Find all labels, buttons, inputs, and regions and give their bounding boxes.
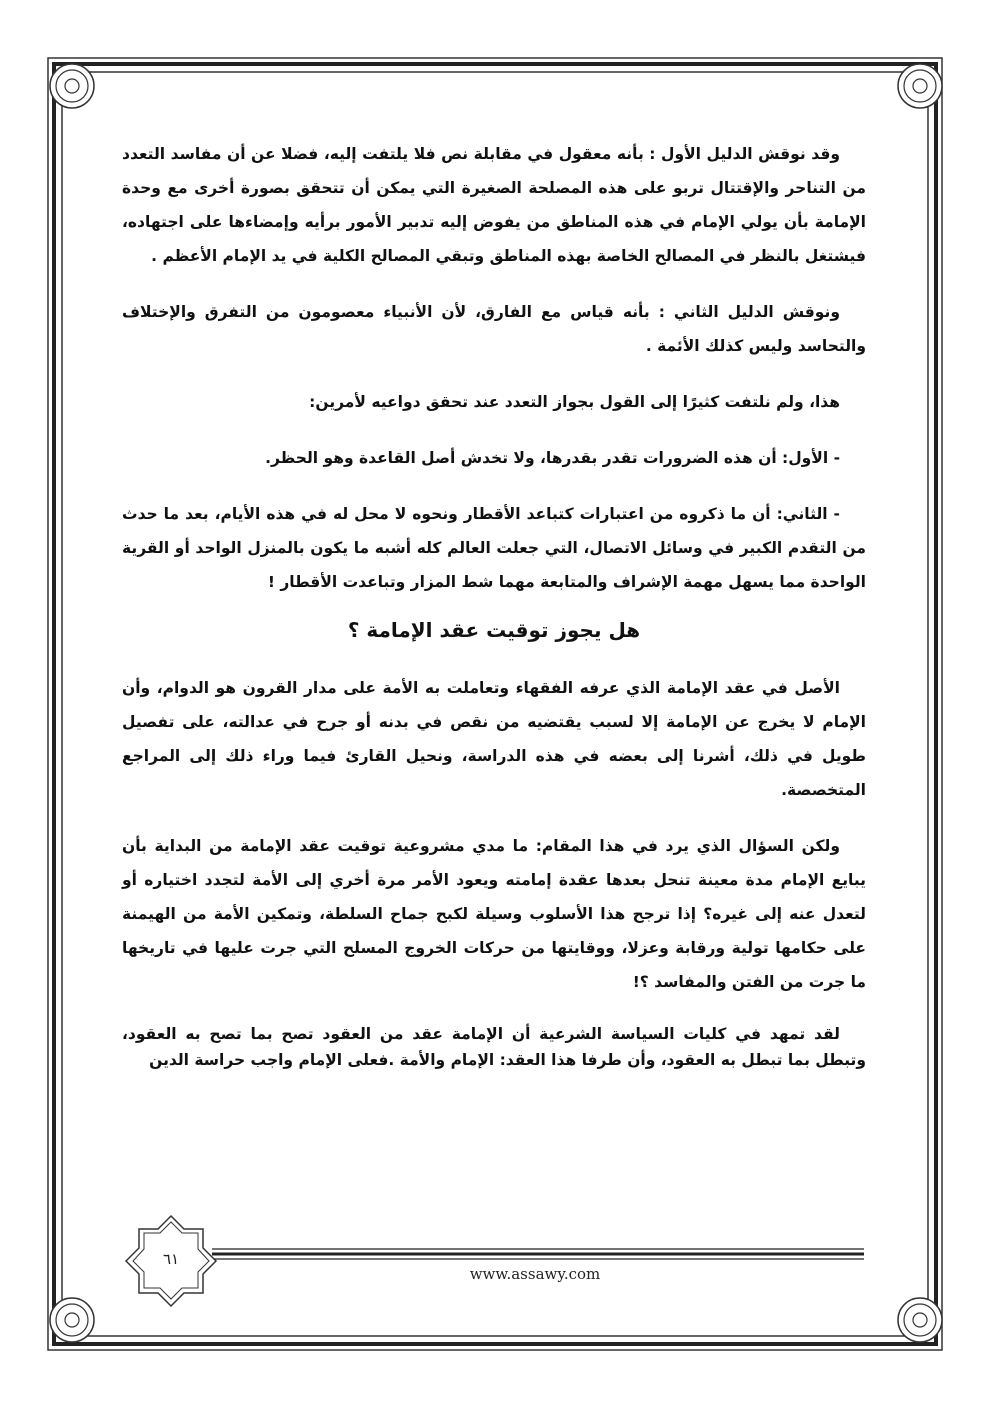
- paragraph-text: - الأول: أن هذه الضرورات تقدر بقدرها، ولا تخدش أصل القاعدة وهو الحظر.: [265, 449, 840, 467]
- paragraph-6: [122, 671, 866, 807]
- paragraph-3: [122, 385, 866, 419]
- paragraph-text: هذا، ولم نلتفت كثيرًا إلى القول بجواز التعدد عند تحقق دواعيه لأمرين:: [309, 393, 840, 411]
- page-number: ٦١: [162, 1250, 180, 1268]
- corner-ornament-top-right: [898, 64, 942, 108]
- paragraph-text: الأصل في عقد الإمامة الذي عرفه الفقهاء وتعاملت به الأمة على مدار القرون هو الدوام، وأن الإمام لا يخرج عن الإمامة إلا لسبب يقتضيه من نقص في بدنه أو جرح في عدالته، على تفصيل طويل في ذلك، أشرنا إلى بعضه في هذه الدراسة، ونحيل القارئ فيما وراء ذلك إلى المراجع المتخصصة.: [122, 679, 866, 799]
- section-heading: هل يجوز توقيت عقد الإمامة ؟: [347, 618, 641, 642]
- paragraph-text: - الثاني: أن ما ذكروه من اعتبارات كتباعد الأقطار ونحوه لا محل له في هذه الأيام، بعد ما حدث من التقدم الكبير في وسائل الاتصال، التي جعلت العالم كله أشبه ما يكون بالمنزل الواحد أو القرية الواحدة مما يسهل مهمة الإشراف والمتابعة مهما شط المزار وتباعدت الأقطار !: [122, 505, 866, 591]
- paragraph-lead: ونوقش الدليل الثاني :: [658, 303, 840, 321]
- page-body: [122, 137, 866, 1137]
- paragraph-text: ولكن السؤال الذي يرد في هذا المقام: ما مدي مشروعية توقيت عقد الإمامة من البداية بأن يبايع الإمام مدة معينة تنحل بعدها عقدة إمامته ويعود الأمر مرة أخري إلى الأمة لتجدد اختياره أو لتعدل عنه إلى غيره؟ إذا ترجح هذا الأسلوب وسيلة لكبح جماح السلطة، وتمكين الأمة من الهيمنة على حكامها تولية ورقابة وعزلا، ووقايتها من حركات الخروج المسلح التي جرت عليها في تاريخها ما جرت من الفتن والمفاسد ؟!: [122, 837, 866, 991]
- corner-ornament-bottom-right: [898, 1298, 942, 1342]
- paragraph-text: بأنه معقول في مقابلة نص فلا يلتفت إليه، فضلا عن أن مفاسد التعدد من التناحر والإقتتال تربو على هذه المصلحة الصغيرة التي يمكن أن تتحقق بصورة أخرى مع وحدة الإمامة بأن يولي الإمام في هذه المناطق من يفوض إليه تدبير الأمور برأيه وإمضاءها على اجتهاده، فيشتغل بالنظر في المصالح الخاصة بهذه المناطق وتبقي المصالح الكلية في يد الإمام الأعظم .: [122, 145, 866, 265]
- paragraph-text: لقد تمهد في كليات السياسة الشرعية أن الإمامة عقد من العقود تصح بما تصح به العقود، وتبطل بما تبطل به العقود، وأن طرفا هذا العقد: الإمام والأمة .فعلى الإمام واجب حراسة الدين: [122, 1025, 866, 1069]
- paragraph-7: [122, 829, 866, 999]
- paragraph-text: بأنه قياس مع الفارق، لأن الأنبياء معصومون من التفرق والإختلاف والتحاسد وليس كذلك الأئمة .: [122, 303, 866, 355]
- paragraph-5: [122, 497, 866, 599]
- corner-ornament-top-left: [50, 64, 94, 108]
- footer-rule: [212, 1249, 864, 1259]
- paragraph-8: [122, 1021, 866, 1073]
- paragraph-lead: وقد نوقش الدليل الأول :: [649, 145, 840, 163]
- corner-ornament-bottom-left: [50, 1298, 94, 1342]
- footer-url: www.assawy.com: [469, 1265, 601, 1283]
- paragraph-2: [122, 295, 866, 363]
- paragraph-4: [122, 441, 866, 475]
- paragraph-1: [122, 137, 866, 273]
